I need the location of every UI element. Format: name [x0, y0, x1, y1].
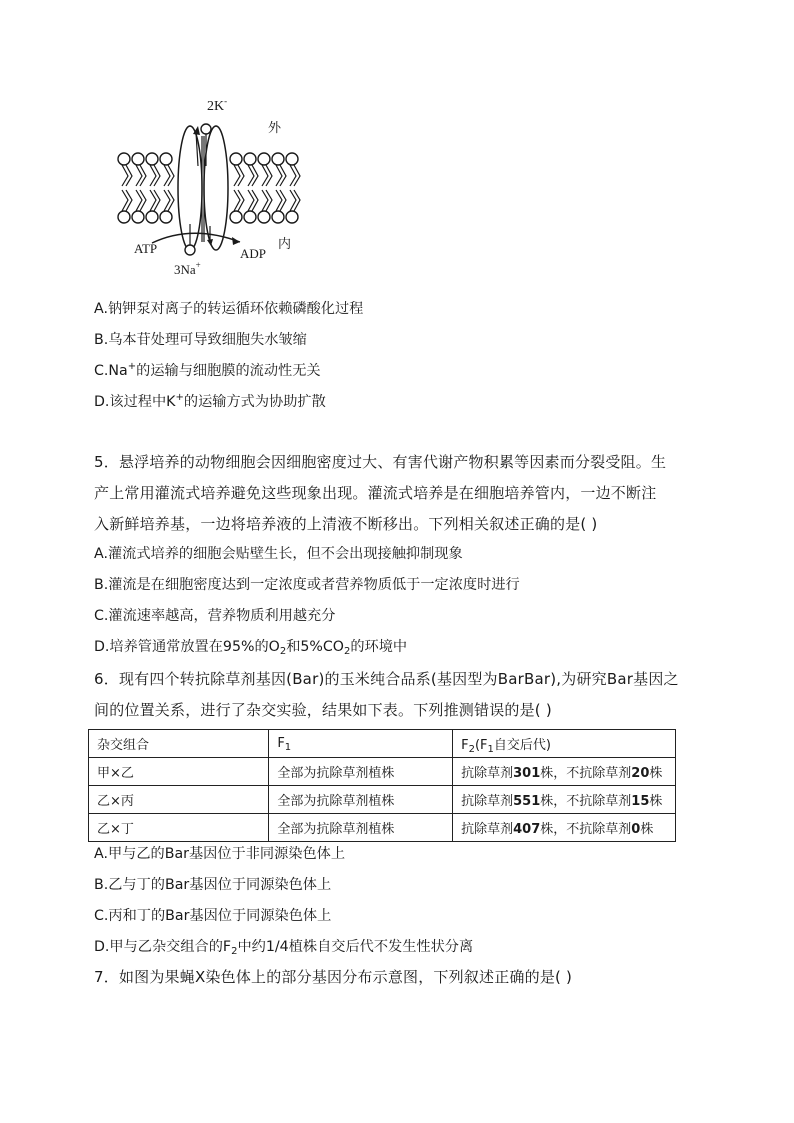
q6-option-d: D.甲与乙杂交组合的$F_2$中约1/4植株自交后代不发生性状分离	[94, 939, 474, 957]
q4-option-c: C.Na+的运输与细胞膜的流动性无关	[94, 361, 321, 379]
header-f1: $F_1$	[269, 730, 453, 758]
lipid-head-outer	[230, 153, 242, 165]
lipid-head-inner	[160, 211, 172, 223]
lipid-tail-outer	[280, 165, 286, 186]
q5-option-a: A.灌流式培养的细胞会贴壁生长，但不会出现接触抑制现象	[94, 546, 463, 562]
lipid-tail-inner	[266, 190, 272, 211]
lipid-head-inner	[118, 211, 130, 223]
header-f2: $F_2(F_1$自交后代)	[453, 730, 676, 758]
na-label: 3Na+	[174, 260, 201, 277]
cell-combo: 乙×丙	[89, 786, 269, 814]
cell-f2: 抗除草剂551株，不抗除草剂15株	[453, 786, 676, 814]
lipid-tail-outer	[294, 165, 300, 186]
lipid-tail-inner	[168, 190, 174, 211]
lipid-tail-outer	[126, 165, 132, 186]
lipid-head-inner	[286, 211, 298, 223]
lipid-tail-outer	[154, 165, 160, 186]
outside-label: 外	[268, 120, 282, 135]
lipid-tail-outer	[168, 165, 174, 186]
lipid-tail-outer	[140, 165, 146, 186]
cell-f2: 抗除草剂301株，不抗除草剂20株	[453, 758, 676, 786]
lipid-tail-inner	[238, 190, 244, 211]
k-ion-icon	[201, 124, 211, 134]
lipid-tail-inner	[140, 190, 146, 211]
q5-option-b: B.灌流是在细胞密度达到一定浓度或者营养物质低于一定浓度时进行	[94, 577, 520, 593]
q6-option-b: B.乙与丁的Bar基因位于同源染色体上	[94, 877, 332, 893]
inside-label: 内	[278, 236, 292, 251]
na-ion-icon	[185, 245, 195, 255]
lipid-head-outer	[118, 153, 130, 165]
table-row	[89, 814, 676, 842]
lipid-tail-outer	[238, 165, 244, 186]
q4-option-d: D.该过程中K+的运输方式为协助扩散	[94, 392, 326, 410]
q7-stem: 7．如图为果蝇X染色体上的部分基因分布示意图，下列叙述正确的是( )	[94, 968, 573, 986]
q4-option-b: B.乌本苷处理可导致细胞失水皱缩	[94, 332, 307, 348]
lipid-tail-inner	[252, 190, 258, 211]
cell-f1: 全部为抗除草剂植株	[269, 758, 453, 786]
q6-option-a: A.甲与乙的Bar基因位于非同源染色体上	[94, 846, 346, 862]
membrane-pump-figure	[112, 96, 312, 278]
q4-option-a: A.钠钾泵对离子的转运循环依赖磷酸化过程	[94, 301, 364, 317]
q5-stem-line-2: 产上常用灌流式培养避免这些现象出现。灌流式培养是在细胞培养管内，一边不断注	[94, 484, 657, 502]
q5-stem-line-3: 入新鲜培养基，一边将培养液的上清液不断移出。下列相关叙述正确的是( )	[94, 515, 598, 533]
lipid-head-outer	[272, 153, 284, 165]
lipid-tail-inner	[154, 190, 160, 211]
lipid-head-inner	[258, 211, 270, 223]
cell-f2: 抗除草剂407株，不抗除草剂0株	[453, 814, 676, 842]
lipid-tail-inner	[280, 190, 286, 211]
atp-label: ATP	[134, 241, 158, 256]
lipid-head-outer	[286, 153, 298, 165]
table-row	[89, 786, 676, 814]
membrane-diagram	[112, 96, 312, 278]
lipid-head-outer	[132, 153, 144, 165]
lipid-head-outer	[160, 153, 172, 165]
header-cross-combo: 杂交组合	[89, 730, 269, 758]
q6-stem-line-1: 6．现有四个转抗除草剂基因(Bar)的玉米纯合品系(基因型为BarBar),为研究Bar基因之	[94, 670, 679, 688]
lipid-head-outer	[258, 153, 270, 165]
lipid-head-inner	[272, 211, 284, 223]
cell-combo: 乙×丁	[89, 814, 269, 842]
lipid-head-inner	[146, 211, 158, 223]
table-row	[89, 758, 676, 786]
cell-f1: 全部为抗除草剂植株	[269, 786, 453, 814]
adp-label: ADP	[240, 246, 267, 261]
cross-results-table	[88, 729, 676, 842]
lipid-head-inner	[230, 211, 242, 223]
cell-combo: 甲×乙	[89, 758, 269, 786]
table-header-row	[89, 730, 676, 758]
k-label: 2K-	[207, 96, 228, 114]
lipid-tail-inner	[294, 190, 300, 211]
q6-option-c: C.丙和丁的Bar基因位于同源染色体上	[94, 908, 332, 924]
q5-stem-line-1: 5．悬浮培养的动物细胞会因细胞密度过大、有害代谢产物积累等因素而分裂受阻。生	[94, 453, 667, 471]
cell-f1: 全部为抗除草剂植株	[269, 814, 453, 842]
lipid-head-outer	[146, 153, 158, 165]
lipid-head-inner	[244, 211, 256, 223]
q5-option-d: D.培养管通常放置在95%的$O_2$和$5\%CO_2$的环境中	[94, 639, 408, 657]
lipid-tail-outer	[266, 165, 272, 186]
pump-protein-right	[204, 126, 228, 250]
q5-option-c: C.灌流速率越高，营养物质利用越充分	[94, 608, 336, 624]
lipid-tail-outer	[252, 165, 258, 186]
lipid-head-outer	[244, 153, 256, 165]
lipid-tail-inner	[126, 190, 132, 211]
lipid-head-inner	[132, 211, 144, 223]
q6-stem-line-2: 间的位置关系，进行了杂交实验，结果如下表。下列推测错误的是( )	[94, 701, 552, 719]
